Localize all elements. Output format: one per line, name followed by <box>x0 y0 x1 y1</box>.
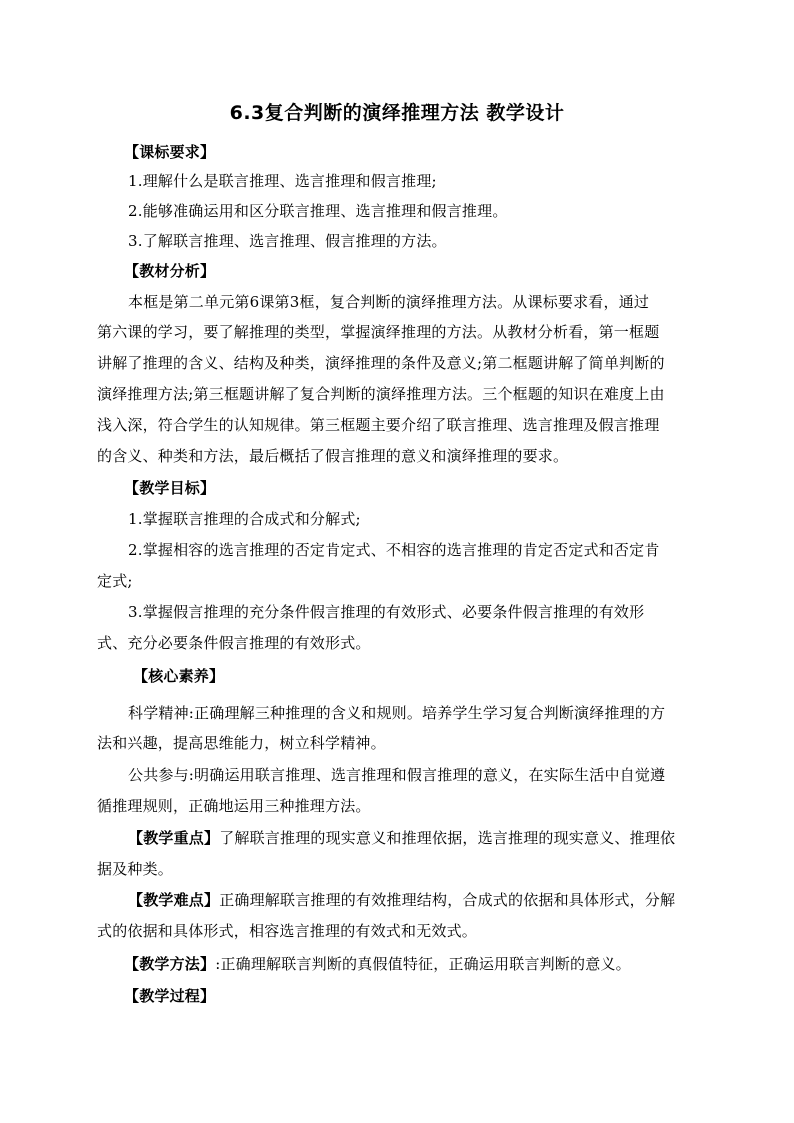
key-points-line <box>128 827 675 849</box>
textbook-analysis-line: 本框是第二单元第6课第3框，复合判断的演绎推理方法。从课标要求看，通过 <box>128 293 650 311</box>
methods-text: :正确理解联言判断的真假值特征，正确运用联言判断的意义。 <box>215 955 631 973</box>
textbook-analysis-line: 浅入深，符合学生的认知规律。第三框题主要介绍了联言推理、选言推理及假言推理 <box>97 416 660 434</box>
core-literacy-line: 公共参与:明确运用联言推理、选言推理和假言推理的意义，在实际生活中自觉遵 <box>128 766 666 784</box>
key-points-text: 了解联言推理的现实意义和推理依据，选言推理的现实意义、推理依 <box>219 829 676 847</box>
textbook-analysis-line: 第六课的学习，要了解推理的类型，掌握演绎推理的方法。从教材分析看，第一框题 <box>97 323 660 341</box>
section-heading-core-literacy: 【核心素养】 <box>133 667 225 685</box>
objective-line: 1.掌握联言推理的合成式和分解式; <box>128 510 361 528</box>
document-title: 6.3复合判断的演绎推理方法 教学设计 <box>229 102 565 124</box>
objective-line: 式、充分必要条件假言推理的有效形式。 <box>97 634 371 652</box>
objective-line: 定式; <box>97 572 133 590</box>
difficulties-line: 式的依据和具体形式，相容选言推理的有效式和无效式。 <box>97 922 478 940</box>
section-heading-key-points: 【教学重点】 <box>128 829 220 847</box>
key-points-line: 据及种类。 <box>97 860 174 878</box>
objective-line: 3.掌握假言推理的充分条件假言推理的有效形式、必要条件假言推理的有效形 <box>128 603 645 621</box>
curriculum-item: 3.了解联言推理、选言推理、假言推理的方法。 <box>128 232 447 250</box>
core-literacy-line: 科学精神:正确理解三种推理的含义和规则。培养学生学习复合判断演绎推理的方 <box>128 704 666 722</box>
difficulties-line <box>128 889 675 911</box>
section-heading-methods: 【教学方法】 <box>124 955 216 973</box>
methods-line <box>124 953 631 975</box>
textbook-analysis-line: 演绎推理方法;第三框题讲解了复合判断的演绎推理方法。三个框题的知识在难度上由 <box>97 385 665 403</box>
curriculum-item: 2.能够准确运用和区分联言推理、选言推理和假言推理。 <box>128 202 508 220</box>
objective-line: 2.掌握相容的选言推理的否定肯定式、不相容的选言推理的肯定否定式和否定肯 <box>128 541 660 559</box>
section-heading-process: 【教学过程】 <box>124 987 216 1005</box>
section-heading-teaching-objectives: 【教学目标】 <box>124 479 216 497</box>
textbook-analysis-line: 讲解了推理的含义、结构及种类，演绎推理的条件及意义;第二框题讲解了简单判断的 <box>97 354 665 372</box>
section-heading-difficulties: 【教学难点】 <box>128 891 220 909</box>
section-heading-curriculum-requirements: 【课标要求】 <box>124 143 216 161</box>
curriculum-item: 1.理解什么是联言推理、选言推理和假言推理; <box>128 172 437 190</box>
textbook-analysis-line: 的含义、种类和方法，最后概括了假言推理的意义和演绎推理的要求。 <box>97 447 569 465</box>
difficulties-text: 正确理解联言推理的有效推理结构，合成式的依据和具体形式，分解 <box>219 891 676 909</box>
section-heading-textbook-analysis: 【教材分析】 <box>124 262 216 280</box>
core-literacy-line: 循推理规则，正确地运用三种推理方法。 <box>97 797 371 815</box>
core-literacy-line: 法和兴趣，提高思维能力，树立科学精神。 <box>97 734 386 752</box>
